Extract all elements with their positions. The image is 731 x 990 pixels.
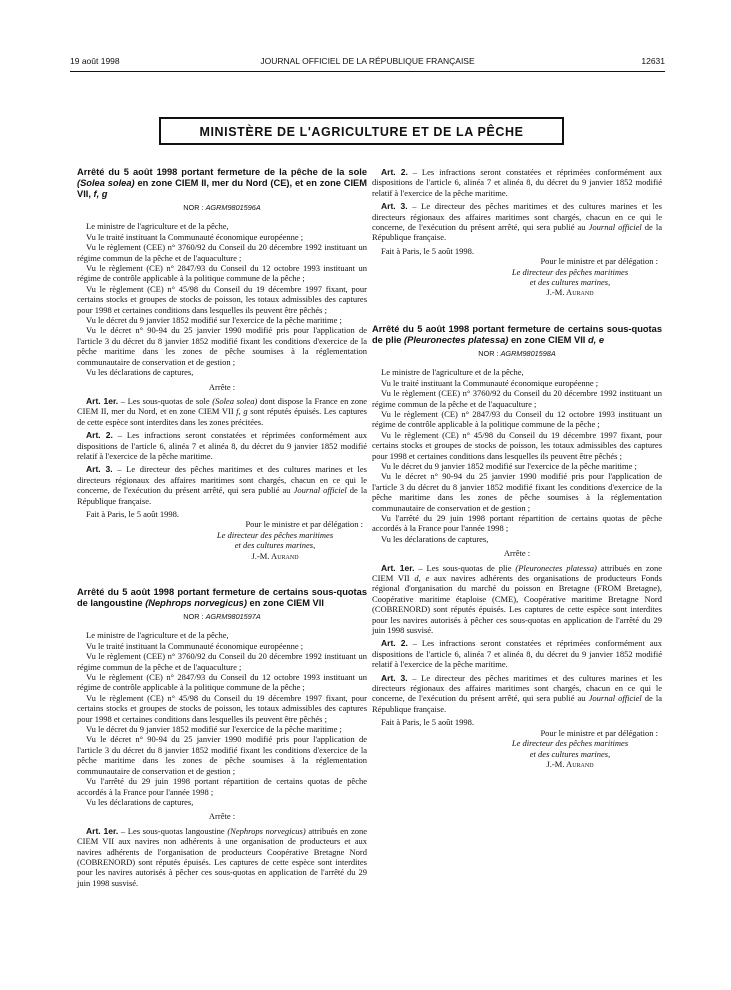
article-3: Art. 3. – Le directeur des pêches maritimes et des cultures marines et les directeurs régionaux des affaires maritimes sont chargés, chacun en ce qui le concerne, de l'exécution du présent arrêté, qui sera publié au Journal officiel de la République française.: [372, 672, 662, 714]
preamble-intro: Le ministre de l'agriculture et de la pêche,: [86, 221, 229, 232]
visa-item: Vu le règlement (CE) n° 2847/93 du Conseil du 12 octobre 1993 instituant un régime de contrôle applicable à la politique commune de la pêche ;: [77, 672, 367, 693]
header-page-number: 12631: [641, 56, 665, 66]
date-place: Fait à Paris, le 5 août 1998.: [381, 245, 475, 256]
visa-item: Vu le décret du 9 janvier 1852 modifié sur l'exercice de la pêche maritime ;: [86, 724, 342, 735]
visa-item: Vu le règlement (CE) n° 2847/93 du Conseil du 12 octobre 1993 instituant un régime de contrôle applicable à la politique commune de la pêche ;: [372, 408, 662, 430]
visa-item: Vu le décret n° 90-94 du 25 janvier 1990 modifié pris pour l'application de l'article 3 du décret du 8 janvier 1852 modifié fixant les conditions d'exercice de la pêche maritime dans les zones de pêche soumises à la réglementation communautaire de conservation et de gestion ;: [372, 471, 662, 513]
visa-item: Vu les déclarations de captures,: [86, 796, 194, 807]
ministry-title: MINISTÈRE DE L'AGRICULTURE ET DE LA PÊCHE: [159, 117, 564, 145]
visa-item: Vu le décret du 9 janvier 1852 modifié sur l'exercice de la pêche maritime ;: [86, 315, 342, 326]
article-3: Art. 3. – Le directeur des pêches maritimes et des cultures marines et les directeurs régionaux des affaires maritimes sont chargés, chacun en ce qui le concerne, de l'exécution du présent arrêté, qui sera publié au Journal officiel de la République française.: [372, 201, 662, 243]
arrete-langoustine: [77, 587, 367, 888]
visa-item: Vu les déclarations de captures,: [86, 367, 194, 378]
article-2: Art. 2. – Les infractions seront constatées et réprimées conformément aux dispositions de l'article 6, alinéa 7 et alinéa 8, du décret du 9 janvier 1852 modifié relatif à l'exercice de la pêche maritime.: [372, 167, 663, 198]
right-column: [372, 167, 662, 769]
signature-block: [372, 256, 662, 298]
article-1: Art. 1er. – Les sous-quotas de sole (Solea solea) dont dispose la France en zone CIEM II, mer du Nord, et en zone CIEM VII f, g sont réputés épuisés. Les captures de cette espèce sont interdites dans les zones précitées.: [77, 395, 367, 427]
date-place: Fait à Paris, le 5 août 1998.: [381, 717, 475, 728]
visa-item: Vu l'arrêté du 29 juin 1998 portant répartition de certains quotas de pêche accordés à la France pour l'année 1998 ;: [372, 512, 662, 534]
visa-item: Vu le décret n° 90-94 du 25 janvier 1990 modifié pris pour l'application de l'article 3 du décret du 8 janvier 1852 modifié fixant les conditions d'exercice de la pêche maritime dans les zones de pêche soumises à la réglementation communautaire de conservation et de gestion ;: [77, 325, 367, 367]
visa-item: Vu le traité instituant la Communauté économique européenne ;: [381, 377, 599, 388]
visa-item: Vu le règlement (CEE) n° 3760/92 du Conseil du 20 décembre 1992 instituant un régime commun de la pêche et de l'aquaculture ;: [77, 651, 367, 672]
left-column: [77, 167, 367, 891]
visa-item: Vu le règlement (CE) n° 45/98 du Conseil du 19 décembre 1997 fixant, pour certains stocks et groupes de stocks de poisson, les totaux admissibles des captures pour 1998 et certaines conditions dans lesquelles ils peuvent être pêchés ;: [372, 429, 662, 461]
arrete-sole: [77, 167, 367, 561]
arrete-heading: Arrête :: [208, 381, 236, 392]
signature-delegation: Pour le ministre et par délégation :: [540, 727, 658, 738]
signature-delegation: Pour le ministre et par délégation :: [540, 256, 658, 267]
arrete-heading: Arrête :: [208, 811, 236, 822]
visa-item: Vu l'arrêté du 29 juin 1998 portant répartition de certains quotas de pêche accordés à la France pour l'année 1998 ;: [77, 776, 367, 797]
visa-item: Vu le décret du 9 janvier 1852 modifié sur l'exercice de la pêche maritime ;: [381, 460, 637, 471]
signature-title: Le directeur des pêches maritimes: [511, 738, 629, 749]
visa-list: [372, 378, 662, 545]
visa-item: Vu le règlement (CEE) n° 3760/92 du Conseil du 20 décembre 1992 instituant un régime commun de la pêche et de l'aquaculture ;: [372, 388, 662, 409]
visa-item: Vu le traité instituant la Communauté économique européenne ;: [86, 640, 304, 651]
header-date: 19 août 1998: [70, 56, 120, 66]
visa-item: Vu le règlement (CE) n° 2847/93 du Conseil du 12 octobre 1993 instituant un régime de contrôle applicable à la politique commune de la pêche ;: [77, 263, 367, 284]
arrete-title: Arrêté du 5 août 1998 portant fermeture de la pêche de la sole (Solea solea) en zone CIEM II, mer du Nord (CE), et en zone CIEM VII, f, g: [77, 167, 367, 199]
page-header: [70, 56, 665, 70]
visa-item: Vu le règlement (CEE) n° 3760/92 du Conseil du 20 décembre 1992 instituant un régime commun de la pêche et de l'aquaculture ;: [77, 242, 367, 263]
signature-title: Le directeur des pêches maritimes: [216, 529, 334, 540]
signature-name: J.-M. Aurand: [546, 287, 594, 298]
arrete-heading: Arrête :: [503, 548, 531, 559]
signature-block: [77, 519, 367, 561]
signature-title: et des cultures marines,: [234, 540, 316, 551]
arrete-title: Arrêté du 5 août 1998 portant fermeture de certains sous-quotas de plie (Pleuronectes platessa) en zone CIEM VII d, e: [372, 323, 662, 345]
signature-delegation: Pour le ministre et par délégation :: [245, 519, 363, 530]
signature-title: et des cultures marines,: [529, 748, 611, 759]
article-1: Art. 1er. – Les sous-quotas de plie (Pleuronectes platessa) attribués en zone CIEM VII d, e aux navires adhérents des organisations de producteurs Fonds régional d'organisation du marché du poisson en Bretagne (FROM Bretagne), Coopérative maritime étaploise (CME), Coopérative maritime Bretagne Nord (COBRENORD) sont réputés épuisés. Les captures de cette espèce sont interdites pour les navires autorisés à pêcher ces sous-quotas en application de l'arrêté du 29 juin 1998 susvisé.: [372, 562, 662, 636]
header-journal-title: JOURNAL OFFICIEL DE LA RÉPUBLIQUE FRANÇAISE: [260, 56, 475, 66]
header-rule: [70, 71, 665, 72]
article-3: Art. 3. – Le directeur des pêches maritimes et des cultures marines et les directeurs régionaux des affaires maritimes sont chargés, chacun en ce qui le concerne, de l'exécution du présent arrêté, qui sera publié au Journal officiel de la République française.: [77, 464, 367, 506]
date-place: Fait à Paris, le 5 août 1998.: [86, 508, 180, 519]
visa-item: Vu le traité instituant la Communauté économique européenne ;: [86, 231, 304, 242]
arrete-title: Arrêté du 5 août 1998 portant fermeture de certains sous-quotas de langoustine (Nephrops norvegicus) en zone CIEM VII: [77, 587, 367, 608]
visa-item: Vu le décret n° 90-94 du 25 janvier 1990 modifié pris pour l'application de l'article 3 du décret du 8 janvier 1852 modifié fixant les conditions d'exercice de la pêche maritime dans les zones de pêche soumises à la réglementation communautaire de conservation et de gestion ;: [77, 734, 367, 776]
nor-reference: NOR : AGRM9801597A: [183, 612, 261, 621]
preamble-intro: Le ministre de l'agriculture et de la pêche,: [381, 367, 524, 378]
visa-item: Vu le règlement (CE) n° 45/98 du Conseil du 19 décembre 1997 fixant, pour certains stocks et groupes de stocks de poisson, les totaux admissibles des captures pour 1998 et certaines conditions dans lesquelles ils peuvent être pêchés ;: [77, 283, 367, 315]
signature-name: J.-M. Aurand: [251, 550, 299, 561]
nor-reference: NOR : AGRM9801596A: [183, 203, 261, 212]
nor-reference: NOR : AGRM9801598A: [478, 348, 556, 358]
signature-title: Le directeur des pêches maritimes: [511, 266, 629, 277]
visa-item: Vu le règlement (CE) n° 45/98 du Conseil du 19 décembre 1997 fixant, pour certains stocks et groupes de stocks de poisson, les totaux admissibles des captures pour 1998 et certaines conditions dans lesquelles ils peuvent être pêchés ;: [77, 692, 367, 724]
article-2: Art. 2. – Les infractions seront constatées et réprimées conformément aux dispositions de l'article 6, alinéa 7 et alinéa 8, du décret du 9 janvier 1852 modifié relatif à l'exercice de la pêche maritime.: [77, 430, 368, 461]
arrete-langoustine-continued: [372, 167, 662, 298]
visa-list: [77, 232, 367, 378]
preamble-intro: Le ministre de l'agriculture et de la pêche,: [86, 630, 229, 641]
article-1: Art. 1er. – Les sous-quotas langoustine (Nephrops norvegicus) attribués en zone CIEM VII aux navires non adhérents à une organisation de producteurs et aux navires adhérents de l'organisation de producteurs Coopérative Bretagne Nord (COBRENORD) sont réputés épuisés. Les captures de cette espèce sont interdites pour les navires autorisés à pêcher ces sous-quotas en application de l'arrêté du 29 juin 1998 susvisé.: [77, 825, 367, 888]
signature-block: [372, 728, 662, 770]
signature-title: et des cultures marines,: [529, 277, 611, 288]
visa-list: [77, 641, 367, 808]
signature-name: J.-M. Aurand: [546, 758, 594, 769]
visa-item: Vu les déclarations de captures,: [381, 533, 489, 544]
article-2: Art. 2. – Les infractions seront constatées et réprimées conformément aux dispositions de l'article 6, alinéa 7 et alinéa 8, du décret du 9 janvier 1852 modifié relatif à l'exercice de la pêche maritime.: [372, 638, 663, 670]
arrete-plie: [372, 324, 662, 769]
